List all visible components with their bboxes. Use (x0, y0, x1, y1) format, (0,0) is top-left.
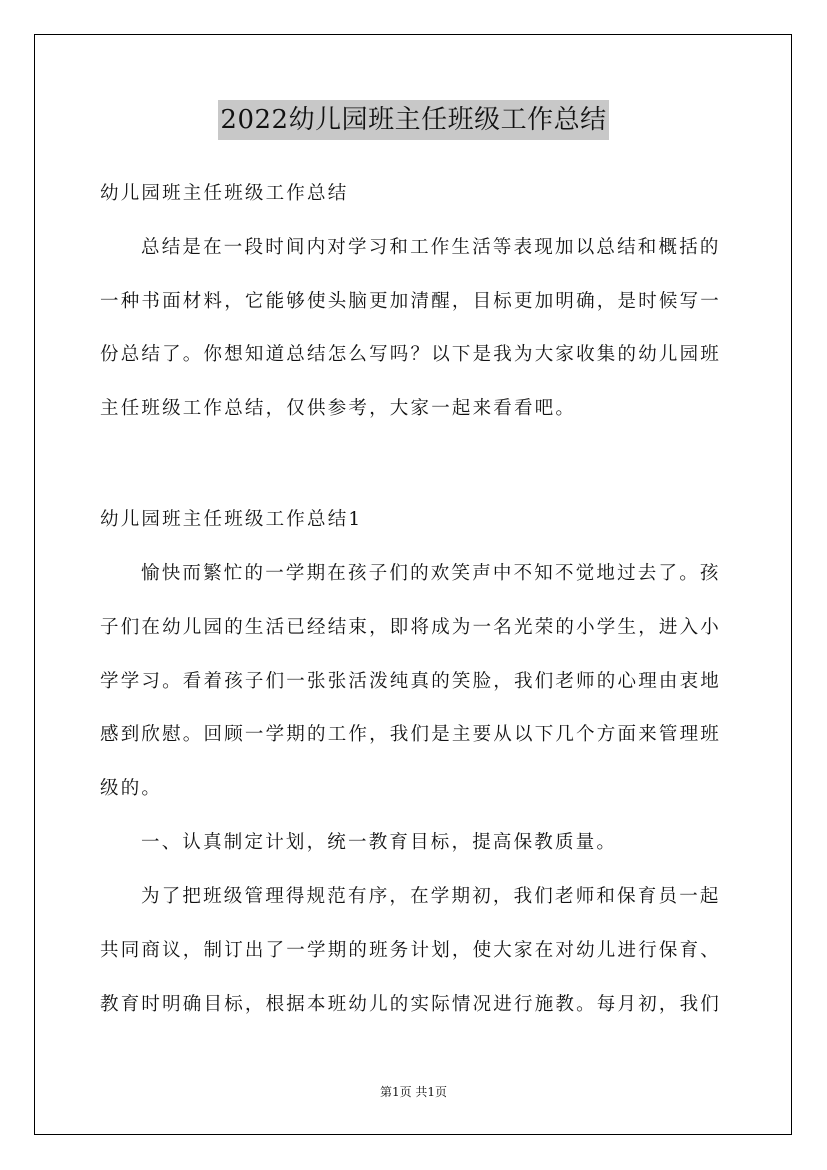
paragraph-line: 共同商议，制订出了一学期的班务计划，使大家在对幼儿进行保育、 (100, 940, 722, 961)
intro-line: 份总结了。你想知道总结怎么写吗？以下是我为大家收集的幼儿园班 (100, 344, 722, 365)
paragraph-line: 教育时明确目标，根据本班幼儿的实际情况进行施教。每月初，我们 (100, 994, 722, 1015)
intro-line: 主任班级工作总结，仅供参考，大家一起来看看吧。 (100, 398, 577, 419)
paragraph-line: 子们在幼儿园的生活已经结束，即将成为一名光荣的小学生，进入小 (100, 617, 722, 638)
paragraph-line: 感到欣慰。回顾一学期的工作，我们是主要从以下几个方面来管理班 (100, 724, 722, 745)
paragraph-line: 为了把班级管理得规范有序，在学期初，我们老师和保育员一起 (141, 886, 721, 907)
point-heading: 一、认真制定计划，统一教育目标，提高保教质量。 (141, 832, 618, 853)
page-footer: 第1页 共1页 (379, 1085, 448, 1099)
document-title: 2022幼儿园班主任班级工作总结 (218, 100, 608, 140)
title-wrapper (0, 100, 827, 140)
intro-line: 一种书面材料，它能够使头脑更加清醒，目标更加明确，是时候写一 (100, 291, 722, 312)
intro-line: 总结是在一段时间内对学习和工作生活等表现加以总结和概括的 (141, 237, 721, 258)
document-subtitle: 幼儿园班主任班级工作总结 (100, 183, 349, 204)
paragraph-line: 愉快而繁忙的一学期在孩子们的欢笑声中不知不觉地过去了。孩 (141, 563, 721, 584)
paragraph-line: 学学习。看着孩子们一张张活泼纯真的笑脸，我们老师的心理由衷地 (100, 671, 722, 692)
paragraph-line: 级的。 (100, 778, 163, 799)
section-heading: 幼儿园班主任班级工作总结1 (100, 509, 363, 530)
